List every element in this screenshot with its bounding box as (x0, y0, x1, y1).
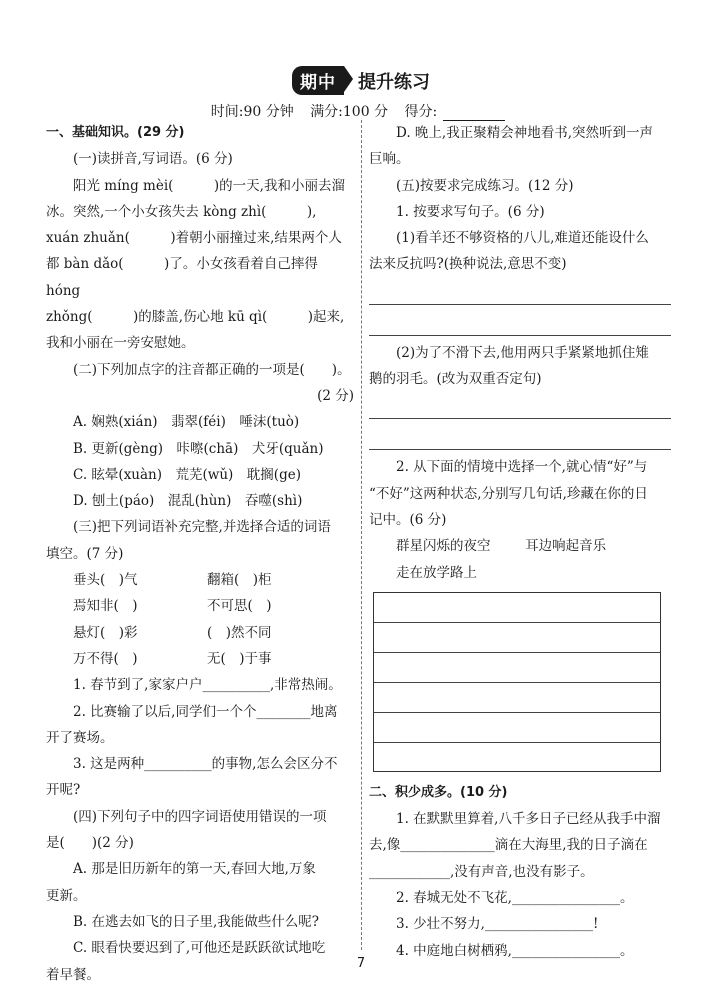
score-blank[interactable] (443, 106, 505, 121)
q4-option-a-cont: 更新。 (46, 887, 87, 904)
q3-sentence-3: 3. 这是两种__________的事物,怎么会区分不 (73, 756, 338, 773)
idiom-item: 垂头( )气 (73, 572, 138, 589)
right-column (369, 120, 671, 964)
q4-option-c: C. 眼看快要迟到了,可他还是跃跃欲试地吃 (73, 940, 326, 957)
q5-1-heading: 1. 按要求写句子。(6 分) (396, 203, 545, 220)
time-limit: 时间:90 分钟 (210, 104, 294, 120)
q4-heading: (四)下列句子中的四字词语使用错误的一项 (73, 808, 327, 825)
writing-line (374, 742, 660, 743)
idiom-item: 无( )于事 (207, 650, 272, 667)
recite-1-cont: 去,像______________滴在大海里,我的日子滴在 (369, 837, 648, 854)
q2-score: (2 分) (317, 387, 354, 404)
q1-line: 冰。突然,一个小女孩失去 kòng zhì( ), (46, 203, 317, 220)
q5-heading: (五)按要求完成练习。(12 分) (396, 177, 574, 194)
writing-line (374, 622, 660, 623)
q4-option-c-cont: 着早餐。 (46, 966, 100, 983)
q3-sentence-2: 2. 比赛输了以后,同学们一个个________地离 (73, 703, 338, 720)
answer-line[interactable] (369, 278, 671, 305)
title-row (0, 66, 722, 95)
column-divider (361, 120, 362, 950)
writing-box[interactable] (373, 592, 661, 772)
recite-1: 1. 在默默里算着,八千多日子已经从我手中溜 (396, 811, 661, 828)
recite-2: 2. 春城无处不飞花,________________。 (396, 890, 634, 907)
q1-line: 都 bàn dǎo( )了。小女孩看着自己摔得 hóng (46, 256, 318, 299)
q3-word-grid (46, 567, 354, 672)
q3-sentence-3-cont: 开呢? (46, 782, 81, 799)
q4-option-d-cont: 巨响。 (369, 151, 410, 168)
recite-3: 3. 少壮不努力,________________! (396, 916, 599, 933)
midterm-badge: 期中 (292, 66, 344, 95)
q4-option-a: A. 那是旧历新年的第一天,春回大地,万象 (73, 861, 316, 878)
q5-2-heading: 2. 从下面的情境中选择一个,就心情“好”与 (396, 459, 648, 476)
exam-meta (0, 101, 722, 121)
scene-options (369, 533, 671, 559)
q5-1-item-1: (1)看羊还不够资格的八儿,难道还能设什么 (396, 230, 649, 247)
writing-line (374, 652, 660, 653)
idiom-item: 翻箱( )柜 (207, 572, 272, 589)
q5-1-item-2: (2)为了不滑下去,他用两只手紧紧地抓住雉 (396, 344, 649, 361)
scene-option: 群星闪烁的夜空 (396, 538, 491, 555)
answer-line[interactable] (369, 309, 671, 336)
q4-option-b: B. 在逃去如飞的日子里,我能做些什么呢? (73, 913, 320, 930)
scene-option: 走在放学路上 (396, 564, 477, 581)
q3-heading-cont: 填空。(7 分) (46, 545, 124, 562)
idiom-item: ( )然不同 (207, 624, 272, 641)
q1-line: 阳光 míng mèi( )的一天,我和小丽去溜 (73, 177, 345, 194)
section-1-heading: 一、基础知识。(29 分) (46, 125, 185, 140)
idiom-item: 悬灯( )彩 (73, 624, 138, 641)
recite-4: 4. 中庭地白树栖鸦,________________。 (396, 942, 634, 959)
q1-line: zhǒng( )的膝盖,伤心地 kū qì( )起来, (46, 309, 345, 326)
q1-line: xuán zhuǎn( )着朝小丽撞过来,结果两个人 (46, 230, 342, 247)
q2-option-d: D. 刨土(páo) 混乱(hùn) 吞噬(shì) (73, 493, 303, 510)
left-column (46, 120, 354, 988)
answer-line[interactable] (369, 392, 671, 419)
page-title: 提升练习 (358, 71, 430, 93)
q3-sentence-1: 1. 春节到了,家家户户__________,非常热闹。 (73, 677, 342, 694)
score-label: 得分: (405, 104, 512, 120)
q3-sentence-2-cont: 开了赛场。 (46, 729, 114, 746)
q5-1-item-1-cont: 法来反抗吗?(换种说法,意思不变) (369, 256, 567, 273)
q1-line: 我和小丽在一旁安慰她。 (46, 335, 195, 352)
answer-line[interactable] (369, 423, 671, 450)
scene-option: 耳边响起音乐 (525, 538, 607, 555)
writing-line (374, 682, 660, 683)
q2-option-b: B. 更新(gèng) 咔嚓(chā) 犬牙(quǎn) (73, 440, 324, 457)
q5-2-heading-cont: 记中。(6 分) (369, 511, 447, 528)
q2-option-a: A. 娴熟(xián) 翡翠(féi) 唾沫(tuò) (73, 414, 300, 431)
section-2-heading: 二、积少成多。(10 分) (369, 784, 508, 800)
page-header (0, 66, 722, 121)
idiom-item: 焉知非( ) (73, 598, 138, 615)
q4-heading-cont: 是( )(2 分) (46, 835, 134, 852)
q3-heading: (三)把下列词语补充完整,并选择合适的词语 (73, 519, 331, 536)
q2-heading: (二)下列加点字的注音都正确的一项是( )。 (73, 361, 351, 378)
full-score: 满分:100 分 (310, 104, 389, 120)
page-number: 7 (356, 956, 366, 971)
idiom-item: 万不得( ) (73, 650, 138, 667)
idiom-item: 不可思( ) (207, 598, 272, 615)
q4-option-d: D. 晚上,我正聚精会神地看书,突然听到一声 (396, 125, 654, 141)
q1-heading: (一)读拼音,写词语。(6 分) (73, 151, 233, 168)
q2-option-c: C. 眩晕(xuàn) 荒芜(wǔ) 耽搁(ge) (73, 466, 301, 483)
q5-1-item-2-cont: 鹅的羽毛。(改为双重否定句) (369, 371, 542, 388)
writing-line (374, 712, 660, 713)
recite-1-cont: ____________,没有声音,也没有影子。 (369, 863, 594, 880)
q5-2-heading-cont: “不好”这两种状态,分别写几句话,珍藏在你的日 (369, 485, 648, 502)
